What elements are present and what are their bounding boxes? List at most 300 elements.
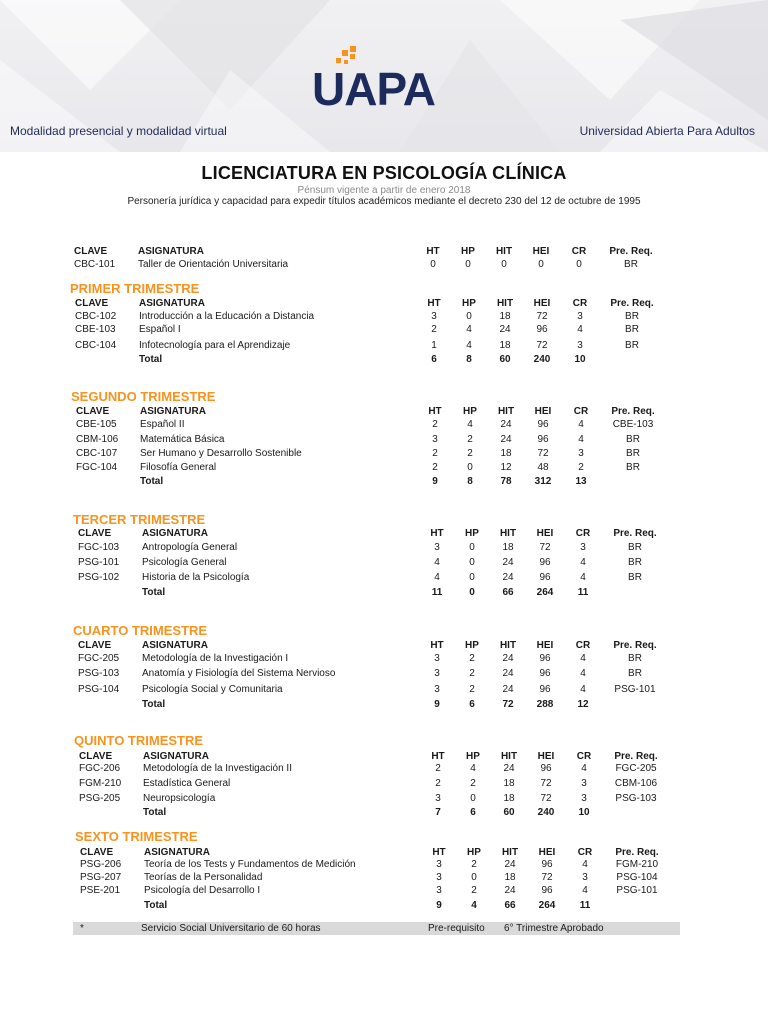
cell-code: CBC-101 [74, 259, 116, 270]
column-header-row [76, 405, 676, 418]
cell-hit: 24 [500, 419, 512, 430]
cell-hit: 66 [502, 587, 514, 598]
header-hp: HP [466, 751, 480, 762]
header-hp: HP [463, 406, 477, 417]
cell-cr: 3 [582, 872, 588, 883]
cell-hei: 312 [534, 476, 552, 487]
table-row [78, 556, 678, 569]
cell-hit: 18 [499, 311, 511, 322]
cell-pre: FGC-205 [615, 763, 657, 774]
cell-hei: 72 [541, 872, 553, 883]
cell-name: Estadística General [143, 778, 231, 789]
cell-pre: BR [625, 311, 639, 322]
section-title: SEXTO TRIMESTRE [75, 829, 198, 844]
header-ht: HT [426, 246, 440, 257]
cell-hit: 24 [502, 684, 514, 695]
cell-hp: 0 [467, 462, 473, 473]
cell-pre: BR [625, 324, 639, 335]
cell-name: Anatomía y Fisiología del Sistema Nervioso [142, 668, 336, 679]
cell-ht: 2 [431, 324, 437, 335]
header-hei: HEI [533, 298, 551, 309]
cell-hei: 96 [539, 653, 551, 664]
cell-hp: 0 [469, 587, 475, 598]
cell-hit: 78 [500, 476, 512, 487]
cell-hei: 72 [540, 793, 552, 804]
cell-hei: 240 [537, 807, 555, 818]
cell-hp: 2 [471, 885, 477, 896]
cell-ht: 9 [436, 900, 442, 911]
cell-name: Metodología de la Investigación II [143, 763, 292, 774]
cell-code: CBM-106 [76, 434, 119, 445]
cell-cr: 3 [581, 778, 587, 789]
cell-hit: 72 [502, 699, 514, 710]
cell-ht: 2 [432, 462, 438, 473]
cell-hei: 96 [539, 668, 551, 679]
cell-ht: 4 [434, 557, 440, 568]
cell-ht: 2 [435, 778, 441, 789]
cell-name: Total [140, 476, 164, 487]
cell-cr: 4 [580, 684, 586, 695]
cell-hei: 96 [537, 434, 549, 445]
section-title: PRIMER TRIMESTRE [70, 281, 200, 296]
cell-name: Ser Humano y Desarrollo Sostenible [140, 448, 302, 459]
cell-hit: 60 [499, 354, 511, 365]
cell-cr: 3 [581, 793, 587, 804]
cell-ht: 9 [432, 476, 438, 487]
cell-hei: 96 [539, 557, 551, 568]
cell-pre: PSG-101 [614, 684, 656, 695]
cell-hei: 96 [540, 763, 552, 774]
cell-hp: 0 [469, 572, 475, 583]
table-row [76, 418, 676, 431]
cell-hit: 24 [504, 885, 516, 896]
header-name: ASIGNATURA [140, 406, 206, 417]
header-cr: CR [572, 298, 588, 309]
section-title: QUINTO TRIMESTRE [74, 733, 204, 748]
header-name: ASIGNATURA [139, 298, 205, 309]
cell-ht: 2 [435, 763, 441, 774]
cell-ht: 0 [430, 259, 436, 270]
cell-hp: 2 [467, 448, 473, 459]
tagline-modality: Modalidad presencial y modalidad virtual [10, 124, 227, 138]
header-hei: HEI [532, 246, 550, 257]
cell-hp: 0 [466, 311, 472, 322]
cell-pre: FGM-210 [615, 859, 659, 870]
cell-hei: 96 [539, 572, 551, 583]
header-cr: CR [577, 847, 593, 858]
cell-hei: 240 [533, 354, 551, 365]
cell-pre: BR [624, 259, 638, 270]
header-name: ASIGNATURA [143, 751, 209, 762]
cell-hp: 4 [466, 324, 472, 335]
cell-cr: 4 [578, 434, 584, 445]
cell-name: Total [144, 900, 168, 911]
cell-pre: CBE-103 [612, 419, 654, 430]
cell-hit: 0 [501, 259, 507, 270]
cell-hei: 96 [539, 684, 551, 695]
cell-name: Total [139, 354, 163, 365]
cell-hit: 66 [504, 900, 516, 911]
cell-hit: 18 [503, 778, 515, 789]
cell-ht: 2 [432, 448, 438, 459]
header-code: CLAVE [78, 640, 112, 651]
header-hei: HEI [536, 640, 554, 651]
table-row [80, 884, 680, 897]
cell-code: CBC-107 [76, 448, 118, 459]
header-name: ASIGNATURA [144, 847, 210, 858]
cell-hp: 0 [465, 259, 471, 270]
header-code: CLAVE [79, 751, 113, 762]
table-row [78, 667, 678, 680]
cell-hei: 96 [536, 324, 548, 335]
cell-pre: CBM-106 [614, 778, 658, 789]
footer-asterisk: * [80, 923, 84, 934]
cell-code: PSG-103 [78, 668, 120, 679]
header-pre: Pre. Req. [613, 640, 657, 651]
header-ht: HT [432, 847, 446, 858]
cell-hit: 18 [503, 793, 515, 804]
column-header-row [78, 639, 678, 652]
cell-hp: 2 [471, 859, 477, 870]
header-code: CLAVE [75, 298, 109, 309]
cell-ht: 3 [436, 859, 442, 870]
table-row [76, 447, 676, 460]
cell-ht: 3 [436, 885, 442, 896]
header-hp: HP [462, 298, 476, 309]
cell-hit: 24 [502, 557, 514, 568]
table-row [75, 339, 675, 352]
header-hei: HEI [538, 847, 556, 858]
cell-hp: 2 [467, 434, 473, 445]
cell-name: Total [142, 587, 166, 598]
header-hei: HEI [537, 751, 555, 762]
section-title: CUARTO TRIMESTRE [73, 623, 208, 638]
decree-note: Personería jurídica y capacidad para expedir títulos académicos mediante el decreto 230 del 12 de octubre de 1995 [127, 196, 641, 207]
cell-pre: BR [626, 434, 640, 445]
header-code: CLAVE [76, 406, 110, 417]
footer-prereq-label: Pre-requisito [428, 923, 485, 934]
footer-prereq-value: 6° Trimestre Aprobado [504, 923, 604, 934]
column-header-row [74, 245, 674, 258]
cell-hp: 6 [469, 699, 475, 710]
cell-hei: 0 [538, 259, 544, 270]
cell-name: Español II [140, 419, 185, 430]
header-cr: CR [573, 406, 589, 417]
cell-ht: 3 [434, 542, 440, 553]
section-title: SEGUNDO TRIMESTRE [71, 389, 216, 404]
header-hit: HIT [497, 406, 515, 417]
cell-cr: 0 [576, 259, 582, 270]
cell-code: FGC-104 [76, 462, 118, 473]
header-cr: CR [575, 528, 591, 539]
cell-hit: 24 [503, 763, 515, 774]
footer-note [73, 922, 680, 935]
cell-code: FGC-103 [78, 542, 120, 553]
cell-code: CBC-104 [75, 340, 117, 351]
cell-cr: 11 [577, 587, 589, 598]
cell-name: Teoría de los Tests y Fundamentos de Medición [144, 859, 356, 870]
cell-cr: 4 [578, 419, 584, 430]
header-hit: HIT [499, 528, 517, 539]
cell-ht: 3 [435, 793, 441, 804]
cell-pre: BR [626, 448, 640, 459]
cell-hp: 2 [469, 684, 475, 695]
cell-hei: 96 [541, 885, 553, 896]
cell-hei: 264 [536, 587, 554, 598]
table-row [74, 258, 674, 271]
cell-hp: 2 [470, 778, 476, 789]
header-pre: Pre. Req. [610, 298, 654, 309]
table-row [78, 652, 678, 665]
cell-code: FGM-210 [79, 778, 122, 789]
header-pre: Pre. Req. [615, 847, 659, 858]
header-hp: HP [465, 528, 479, 539]
header-hit: HIT [495, 246, 513, 257]
header-pre: Pre. Req. [614, 751, 658, 762]
cell-ht: 11 [431, 587, 443, 598]
section-title: TERCER TRIMESTRE [73, 512, 206, 527]
header-ht: HT [428, 406, 442, 417]
header-ht: HT [431, 751, 445, 762]
cell-hei: 72 [537, 448, 549, 459]
table-row [78, 571, 678, 584]
cell-code: CBE-103 [75, 324, 116, 335]
cell-name: Psicología del Desarrollo I [144, 885, 261, 896]
header-cr: CR [571, 246, 587, 257]
cell-hp: 8 [467, 476, 473, 487]
header-pre: Pre. Req. [613, 528, 657, 539]
cell-cr: 4 [580, 557, 586, 568]
header-hit: HIT [496, 298, 514, 309]
cell-hp: 4 [471, 900, 477, 911]
cell-cr: 4 [582, 859, 588, 870]
table-row [79, 792, 679, 805]
total-row [76, 475, 676, 488]
header-hp: HP [467, 847, 481, 858]
header-name: ASIGNATURA [142, 640, 208, 651]
cell-pre: BR [628, 653, 642, 664]
header-code: CLAVE [80, 847, 114, 858]
cell-pre: BR [628, 668, 642, 679]
footer-service: Servicio Social Universitario de 60 horas [141, 923, 321, 934]
total-row [78, 698, 678, 711]
page-header [0, 0, 768, 152]
cell-name: Historia de la Psicología [142, 572, 250, 583]
cell-name: Introducción a la Educación a Distancia [139, 311, 315, 322]
cell-hei: 264 [538, 900, 556, 911]
cell-ht: 6 [431, 354, 437, 365]
cell-cr: 3 [580, 542, 586, 553]
cell-pre: PSG-103 [615, 793, 657, 804]
cell-code: PSG-205 [79, 793, 121, 804]
cell-hp: 0 [469, 542, 475, 553]
cell-hp: 4 [470, 763, 476, 774]
cell-hp: 0 [471, 872, 477, 883]
cell-hit: 24 [502, 572, 514, 583]
cell-cr: 3 [577, 340, 583, 351]
cell-hit: 24 [504, 859, 516, 870]
column-header-row [78, 527, 678, 540]
cell-ht: 3 [434, 653, 440, 664]
header-hit: HIT [499, 640, 517, 651]
header-hei: HEI [536, 528, 554, 539]
cell-ht: 3 [434, 668, 440, 679]
table-row [80, 871, 680, 884]
cell-ht: 2 [432, 419, 438, 430]
cell-hit: 18 [500, 448, 512, 459]
cell-pre: BR [628, 542, 642, 553]
cell-hp: 2 [469, 653, 475, 664]
cell-hei: 288 [536, 699, 554, 710]
cell-ht: 3 [431, 311, 437, 322]
cell-cr: 3 [577, 311, 583, 322]
cell-hei: 72 [536, 311, 548, 322]
cell-hei: 96 [537, 419, 549, 430]
cell-name: Filosofía General [140, 462, 217, 473]
cell-hit: 24 [502, 653, 514, 664]
cell-pre: BR [628, 557, 642, 568]
cell-cr: 4 [580, 572, 586, 583]
header-hei: HEI [534, 406, 552, 417]
cell-hei: 72 [539, 542, 551, 553]
cell-hp: 4 [466, 340, 472, 351]
uapa-logo [312, 46, 458, 108]
cell-hit: 12 [500, 462, 512, 473]
table-row [76, 461, 676, 474]
cell-hei: 72 [536, 340, 548, 351]
cell-hit: 60 [503, 807, 515, 818]
cell-code: PSG-207 [80, 872, 122, 883]
cell-cr: 4 [577, 324, 583, 335]
header-cr: CR [576, 751, 592, 762]
total-row [80, 899, 680, 912]
cell-cr: 4 [580, 653, 586, 664]
header-code: CLAVE [74, 246, 108, 257]
header-ht: HT [430, 528, 444, 539]
header-ht: HT [430, 640, 444, 651]
cell-hit: 18 [502, 542, 514, 553]
cell-hit: 24 [499, 324, 511, 335]
cell-code: CBE-105 [76, 419, 117, 430]
cell-ht: 4 [434, 572, 440, 583]
cell-name: Neuropsicología [143, 793, 216, 804]
cell-code: PSG-101 [78, 557, 120, 568]
header-hit: HIT [501, 847, 519, 858]
cell-hei: 72 [540, 778, 552, 789]
cell-pre: BR [628, 572, 642, 583]
table-row [78, 541, 678, 554]
header-code: CLAVE [78, 528, 112, 539]
header-hit: HIT [500, 751, 518, 762]
cell-cr: 11 [579, 900, 591, 911]
program-title: LICENCIATURA EN PSICOLOGÍA CLÍNICA [201, 163, 567, 183]
cell-code: CBC-102 [75, 311, 117, 322]
cell-ht: 1 [431, 340, 437, 351]
table-row [75, 323, 675, 336]
cell-cr: 4 [581, 763, 587, 774]
table-row [80, 858, 680, 871]
header-pre: Pre. Req. [609, 246, 653, 257]
cell-code: PSE-201 [80, 885, 121, 896]
column-header-row [75, 297, 675, 310]
cell-cr: 4 [580, 668, 586, 679]
cell-hp: 2 [469, 668, 475, 679]
cell-hit: 18 [499, 340, 511, 351]
cell-code: PSG-206 [80, 859, 122, 870]
header-name: ASIGNATURA [142, 528, 208, 539]
header-name: ASIGNATURA [138, 246, 204, 257]
total-row [75, 353, 675, 366]
cell-ht: 3 [436, 872, 442, 883]
cell-code: PSG-104 [78, 684, 120, 695]
cell-cr: 10 [578, 807, 590, 818]
cell-name: Infotecnología para el Aprendizaje [139, 340, 291, 351]
logo-wordmark: UAPA [312, 63, 435, 108]
tagline-university: Universidad Abierta Para Adultos [579, 124, 755, 138]
cell-ht: 7 [435, 807, 441, 818]
cell-hit: 18 [504, 872, 516, 883]
cell-hp: 4 [467, 419, 473, 430]
cell-ht: 3 [434, 684, 440, 695]
cell-code: PSG-102 [78, 572, 120, 583]
cell-name: Psicología Social y Comunitaria [142, 684, 283, 695]
cell-ht: 9 [434, 699, 440, 710]
cell-cr: 10 [574, 354, 586, 365]
cell-name: Español I [139, 324, 181, 335]
header-hp: HP [465, 640, 479, 651]
cell-hit: 24 [500, 434, 512, 445]
table-row [79, 777, 679, 790]
cell-name: Antropología General [142, 542, 238, 553]
table-row [76, 433, 676, 446]
cell-hei: 96 [541, 859, 553, 870]
cell-pre: PSG-101 [616, 885, 658, 896]
cell-code: FGC-206 [79, 763, 121, 774]
cell-pre: PSG-104 [616, 872, 658, 883]
header-ht: HT [427, 298, 441, 309]
cell-hp: 0 [469, 557, 475, 568]
program-subtitle: Pénsum vigente a partir de enero 2018 [297, 185, 471, 196]
header-pre: Pre. Req. [611, 406, 655, 417]
cell-name: Total [143, 807, 167, 818]
cell-name: Taller de Orientación Universitaria [138, 259, 289, 270]
cell-cr: 3 [578, 448, 584, 459]
cell-hp: 0 [470, 793, 476, 804]
total-row [78, 586, 678, 599]
cell-cr: 13 [575, 476, 587, 487]
cell-code: FGC-205 [78, 653, 120, 664]
cell-ht: 3 [432, 434, 438, 445]
cell-hei: 48 [537, 462, 549, 473]
uapa-logo-icon [312, 46, 458, 108]
header-cr: CR [575, 640, 591, 651]
cell-hp: 6 [470, 807, 476, 818]
cell-name: Total [142, 699, 166, 710]
cell-cr: 12 [577, 699, 589, 710]
cell-name: Matemática Básica [140, 434, 225, 445]
total-row [79, 806, 679, 819]
cell-cr: 2 [578, 462, 584, 473]
table-row [78, 683, 678, 696]
cell-name: Psicología General [142, 557, 227, 568]
cell-cr: 4 [582, 885, 588, 896]
cell-name: Metodología de la Investigación I [142, 653, 289, 664]
cell-hp: 8 [466, 354, 472, 365]
table-row [75, 310, 675, 323]
cell-pre: BR [626, 462, 640, 473]
cell-name: Teorías de la Personalidad [144, 872, 263, 883]
cell-pre: BR [625, 340, 639, 351]
